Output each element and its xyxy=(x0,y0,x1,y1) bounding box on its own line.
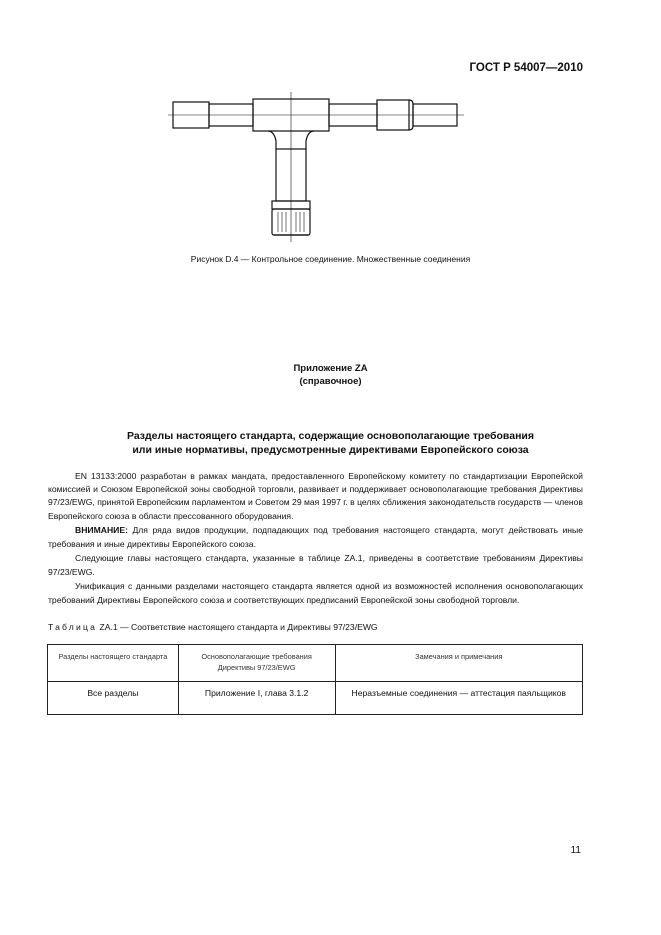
paragraph-chapters: Следующие главы настоящего стандарта, указанные в таблице ZA.1, приведены в соответствие требованиям Директивы 97/23/EWG. xyxy=(48,553,583,577)
table-row xyxy=(48,682,583,715)
page-number: 11 xyxy=(570,845,581,856)
header-remarks: Замечания и примечания xyxy=(335,645,582,682)
annex-title-sub: (справочное) xyxy=(299,376,362,387)
body-text xyxy=(48,470,583,608)
header-sections: Разделы настоящего стандарта xyxy=(48,645,179,682)
section-heading-line1: Разделы настоящего стандарта, содержащие основополагающие требования xyxy=(126,430,535,442)
tee-joint-figure xyxy=(168,92,464,242)
section-heading-line2: или иные нормативы, предусмотренные директивами Европейского союза xyxy=(132,444,529,456)
table-header-row xyxy=(48,645,583,682)
paragraph-warning xyxy=(48,524,583,550)
correspondence-table xyxy=(47,644,583,715)
header-requirements: Основополагающие требования Директивы 97/23/EWG xyxy=(178,645,335,682)
warning-label: ВНИМАНИЕ: xyxy=(75,525,128,536)
paragraph-unification: Унификация с данными разделами настоящего стандарта является одной из возможностей исполнения основополагающих требований Директивы Европейского союза и соответствующих предписаний Европейской зоны свободной торговли. xyxy=(48,581,583,605)
table-caption xyxy=(48,622,378,632)
cell-requirements: Приложение I, глава 3.1.2 xyxy=(178,682,335,715)
warning-text: Для ряда видов продукции, подпадающих под требования настоящего стандарта, могут действовать иные требования и иные директивы Европейского союза. xyxy=(48,525,583,549)
cell-sections: Все разделы xyxy=(48,682,179,715)
annex-title xyxy=(0,362,661,388)
cell-remarks: Неразъемные соединения — аттестация паяльщиков xyxy=(335,682,582,715)
figure-caption: Рисунок D.4 — Контрольное соединение. Множественные соединения xyxy=(190,254,471,264)
annex-title-main: Приложение ZA xyxy=(293,363,368,374)
paragraph-mandate: EN 13133:2000 разработан в рамках мандата, предоставленного Европейскому комитету по стандартизации Европейской комиссией и Союзом Европейской зоны свободной торговли, развивает и поддерживает основополагающие требования Директивы 97/23/EWG, принятой Европейским парламентом и Советом 29 мая 1997 г. в целях сближения законодательств государств — членов Европейского союза в области прессованного оборудования. xyxy=(48,471,583,521)
section-heading xyxy=(0,429,661,457)
table-caption-label: Таблица xyxy=(48,622,98,632)
table-caption-text: ZA.1 — Соответствие настоящего стандарта и Директивы 97/23/EWG xyxy=(97,622,378,632)
standard-code: ГОСТ Р 54007—2010 xyxy=(469,62,583,74)
